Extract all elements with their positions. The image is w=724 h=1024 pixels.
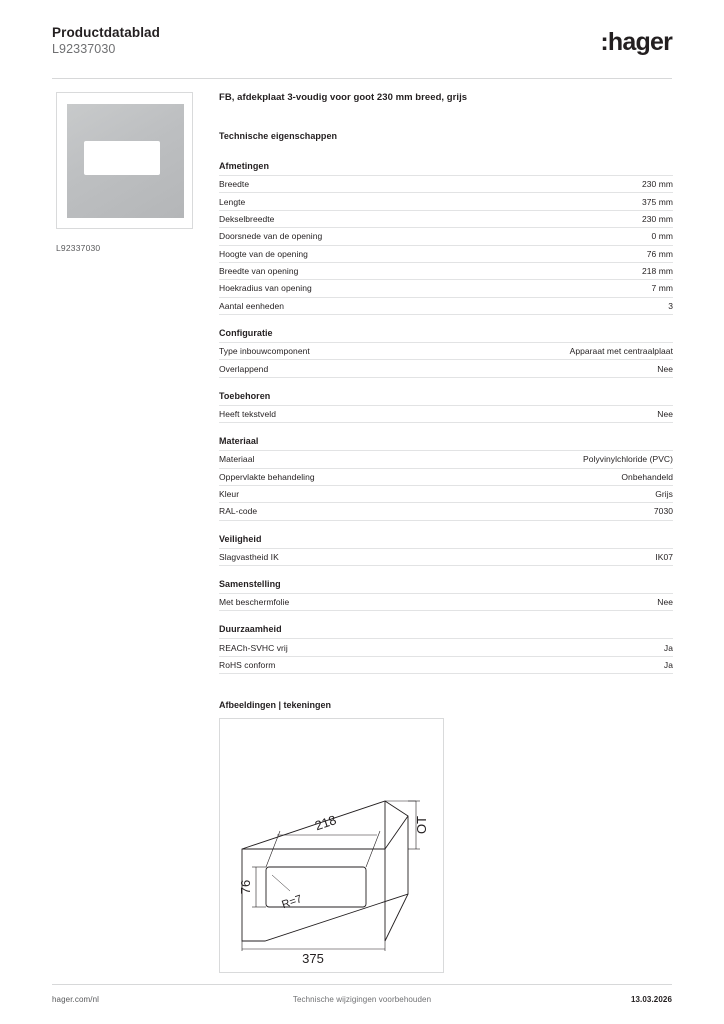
table-row: [219, 176, 673, 193]
spec-value: 7030: [653, 506, 673, 517]
spec-label: Slagvastheid IK: [219, 551, 279, 562]
table-row: [219, 245, 673, 262]
spec-table: [219, 638, 673, 674]
spec-table: [219, 548, 673, 566]
spec-value: 375 mm: [641, 196, 673, 207]
table-row: [219, 405, 673, 422]
footer-date: 13.03.2026: [630, 995, 672, 1004]
spec-group-configuratie: [219, 328, 673, 378]
footer-disclaimer: Technische wijzigingen voorbehouden: [292, 995, 432, 1004]
table-row: [219, 548, 673, 565]
table-row: [219, 280, 673, 297]
footer-website-link[interactable]: hager.com/nl: [52, 995, 100, 1004]
technical-drawing: [219, 718, 444, 973]
spec-group-title: Samenstelling: [219, 579, 281, 589]
product-details: [219, 92, 673, 973]
spec-label: Hoekradius van opening: [219, 283, 312, 294]
spec-value: Grijs: [655, 489, 673, 500]
spec-label: RAL-code: [219, 506, 258, 517]
spec-group-title: Afmetingen: [219, 161, 269, 171]
header-divider: [52, 78, 672, 79]
spec-label: Doorsnede van de opening: [219, 231, 323, 242]
page-header: [52, 24, 672, 68]
cover-plate-opening: [84, 141, 160, 175]
spec-value: Nee: [657, 363, 673, 374]
spec-value: 230 mm: [641, 179, 673, 190]
spec-table: [219, 450, 673, 521]
spec-value: 3: [668, 300, 673, 311]
spec-label: Type inbouwcomponent: [219, 346, 310, 357]
spec-group-samenstelling: [219, 579, 673, 611]
dim-opening-width: 218: [312, 812, 339, 834]
spec-value: 218 mm: [641, 266, 673, 277]
spec-label: Met beschermfolie: [219, 597, 290, 608]
spec-value: Polyvinylchloride (PVC): [583, 454, 673, 465]
technical-properties-heading: Technische eigenschappen: [219, 131, 338, 141]
spec-label: Oppervlakte behandeling: [219, 471, 315, 482]
table-row: [219, 485, 673, 502]
spec-label: REACh-SVHC vrij: [219, 642, 288, 653]
spec-group-veiligheid: [219, 534, 673, 566]
page-title: Productdatablad: [52, 25, 161, 40]
table-row: [219, 656, 673, 673]
spec-label: Materiaal: [219, 454, 255, 465]
spec-group-title: Toebehoren: [219, 390, 271, 401]
table-row: [219, 262, 673, 279]
spec-label: RoHS conform: [219, 659, 276, 670]
spec-group-afmetingen: [219, 161, 673, 315]
spec-value: Ja: [663, 642, 673, 653]
spec-group-title: Veiligheid: [219, 533, 262, 544]
table-row: [219, 503, 673, 520]
spec-value: Apparaat met centraalplaat: [569, 346, 673, 357]
hager-logo: :hager: [600, 28, 672, 56]
spec-group-materiaal: [219, 436, 673, 521]
table-row: [219, 228, 673, 245]
table-row: [219, 360, 673, 377]
spec-label: Overlappend: [219, 363, 269, 374]
spec-table: [219, 342, 673, 378]
drawings-heading: Afbeeldingen | tekeningen: [219, 700, 332, 711]
page-subtitle: L92337030: [52, 42, 116, 56]
spec-value: Ja: [663, 659, 673, 670]
spec-group-duurzaamheid: [219, 624, 673, 674]
spec-label: Aantal eenheden: [219, 300, 285, 311]
dim-opening-height: 76: [238, 879, 253, 895]
spec-value: Nee: [657, 408, 673, 419]
product-image: [56, 92, 193, 229]
spec-value: 230 mm: [641, 213, 673, 224]
table-row: [219, 193, 673, 210]
spec-label: Lengte: [219, 196, 246, 207]
spec-label: Hoogte van de opening: [219, 248, 308, 259]
spec-group-title: Configuratie: [219, 328, 273, 338]
spec-table: [219, 405, 673, 423]
spec-group-toebehoren: [219, 391, 673, 423]
spec-table: [219, 593, 673, 611]
spec-value: Nee: [657, 597, 673, 608]
spec-label: Kleur: [219, 489, 240, 500]
product-name: FB, afdekplaat 3-voudig voor goot 230 mm breed, grijs: [219, 92, 468, 103]
spec-group-title: Materiaal: [219, 436, 259, 447]
spec-value: 7 mm: [651, 283, 673, 294]
table-row: [219, 451, 673, 468]
table-row: [219, 210, 673, 227]
footer-divider: [52, 984, 672, 985]
table-row: [219, 639, 673, 656]
product-image-caption: L92337030: [56, 243, 101, 253]
spec-label: Dekselbreedte: [219, 213, 275, 224]
technical-drawing-svg: [220, 719, 443, 972]
spec-value: 0 mm: [651, 231, 673, 242]
spec-value: IK07: [655, 551, 673, 562]
spec-label: Breedte van opening: [219, 266, 299, 277]
spec-value: 76 mm: [646, 248, 673, 259]
table-row: [219, 343, 673, 360]
table-row: [219, 297, 673, 314]
spec-table: [219, 175, 673, 315]
dim-height-side: OT: [414, 816, 429, 835]
spec-group-title: Duurzaamheid: [219, 624, 282, 635]
table-row: [219, 594, 673, 611]
dim-total-length: 375: [302, 951, 324, 967]
table-row: [219, 468, 673, 485]
spec-label: Heeft tekstveld: [219, 408, 276, 419]
dim-corner-radius: R=7: [280, 893, 304, 912]
spec-label: Breedte: [219, 179, 250, 190]
cover-plate-graphic: [67, 104, 184, 218]
spec-value: Onbehandeld: [621, 471, 673, 482]
